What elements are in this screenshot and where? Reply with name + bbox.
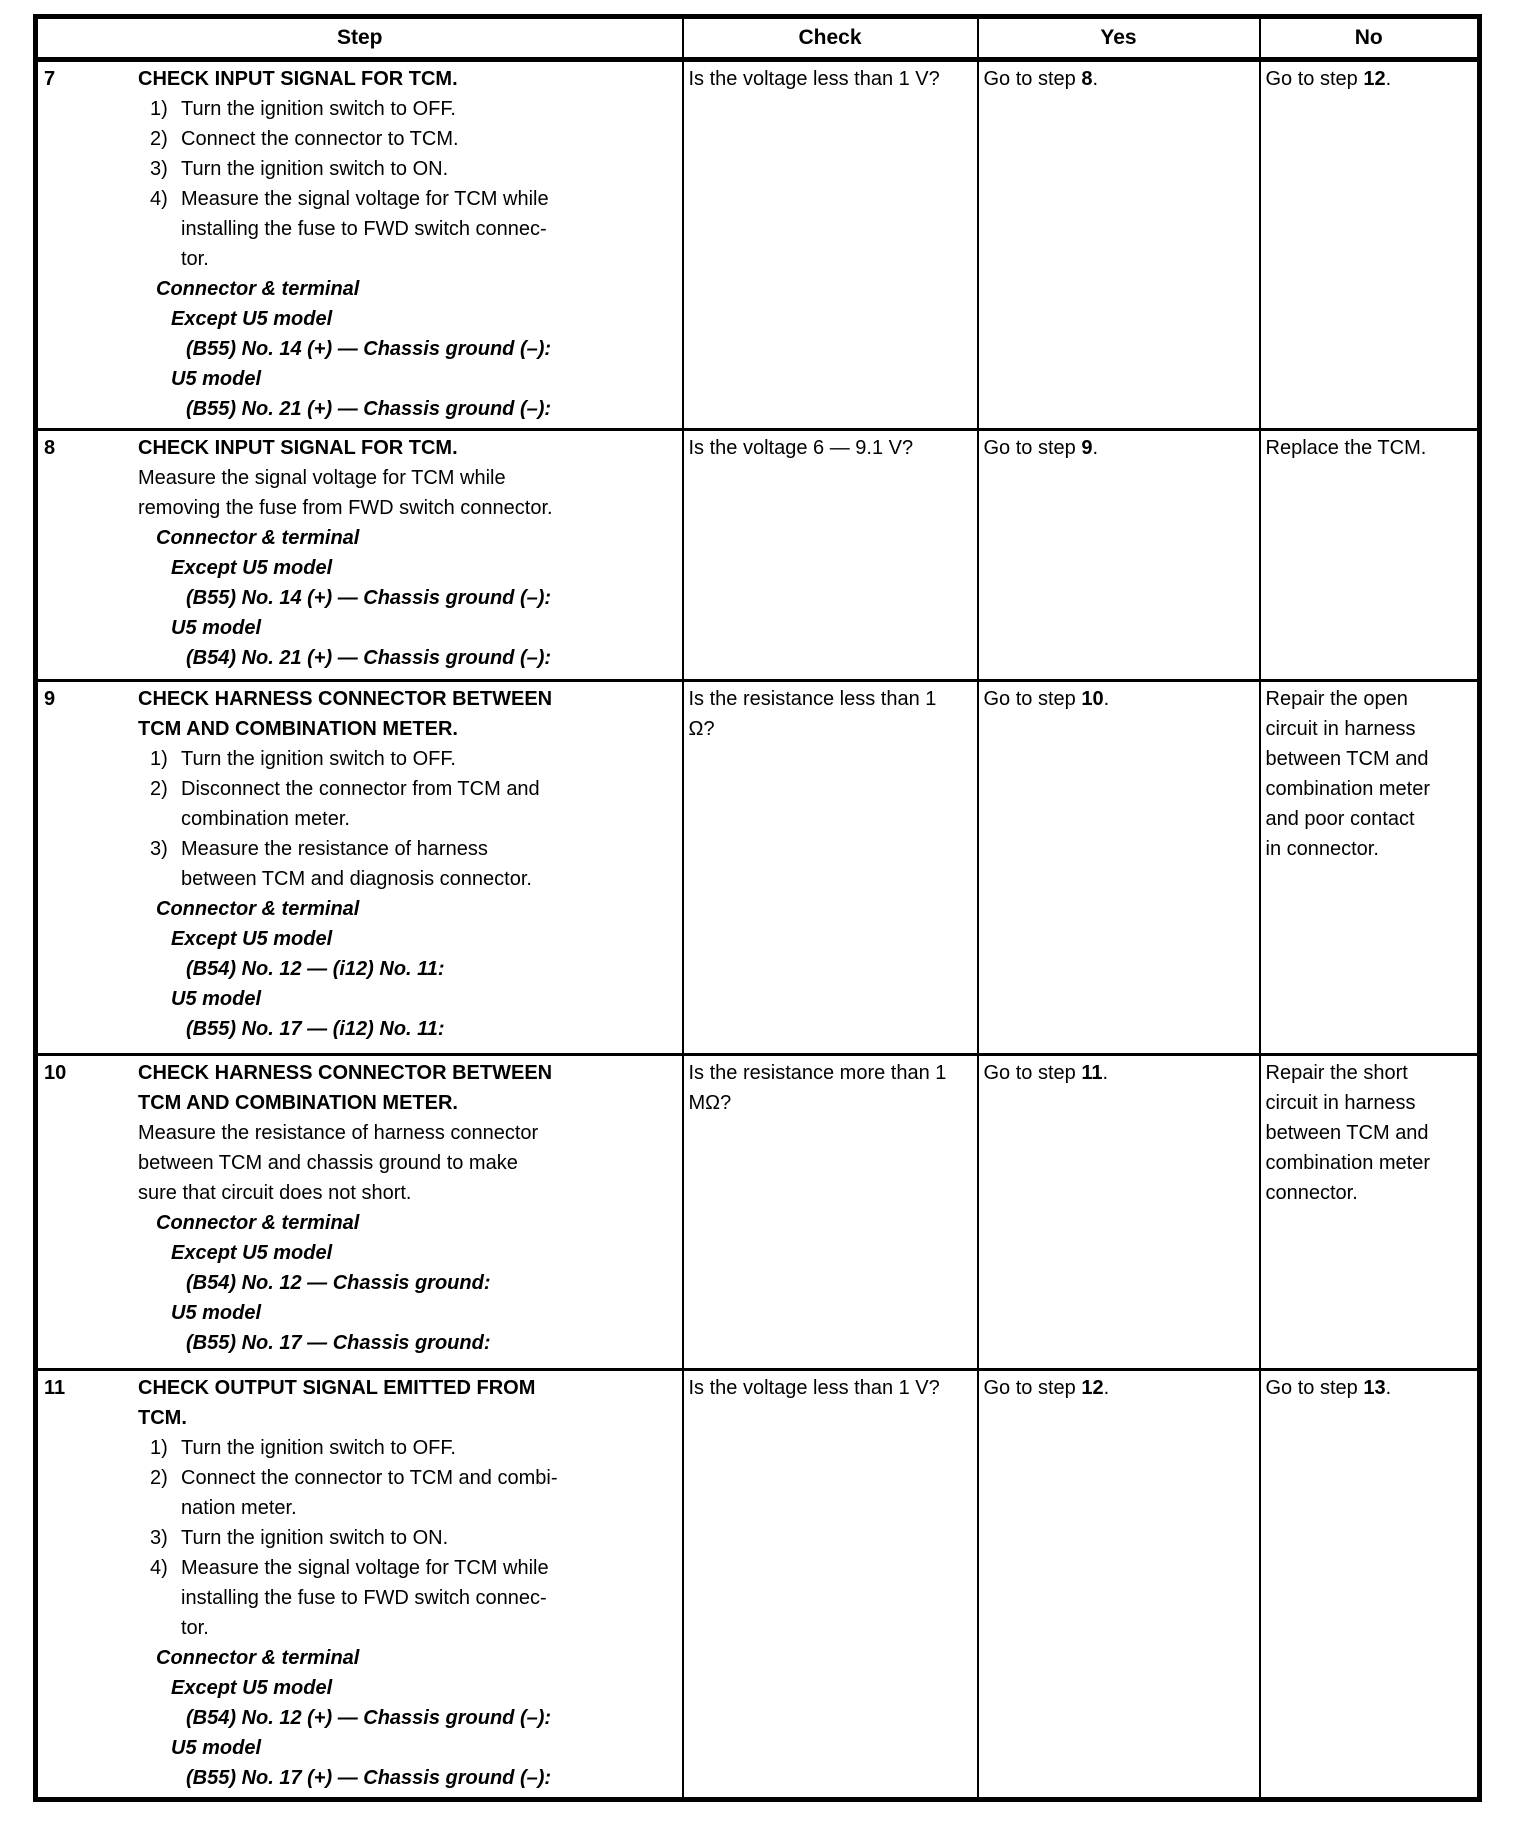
step-line (150, 1463, 678, 1493)
no-cell (1260, 681, 1480, 1055)
check-cell (683, 1055, 978, 1370)
yes-cell: Go to step 11. (978, 1055, 1260, 1370)
list-text: Measure the signal voltage for TCM while (181, 188, 549, 210)
step-cell (36, 60, 683, 430)
list-text: Measure the signal voltage for TCM while (181, 1557, 549, 1579)
list-number: 3) (150, 158, 168, 180)
step-line: Measure the signal voltage for TCM while (138, 467, 506, 489)
step-line: Except U5 model (171, 308, 333, 330)
step-number: 10 (44, 1062, 67, 1084)
cell-line: between TCM and (1265, 748, 1429, 770)
yes-cell: Go to step 12. (978, 1370, 1260, 1800)
step-line: CHECK OUTPUT SIGNAL EMITTED FROM (138, 1377, 536, 1399)
step-ref: 8 (1081, 68, 1093, 90)
cell-line: Is the resistance less than 1 (688, 688, 937, 710)
table-row (36, 681, 1480, 1055)
step-line: (B55) No. 17 (+) — Chassis ground (–): (186, 1767, 552, 1789)
step-line: nation meter. (181, 1497, 297, 1519)
diagnostic-table (33, 14, 1482, 1802)
step-line (150, 1553, 678, 1583)
cell-line: between TCM and (1265, 1122, 1429, 1144)
step-line: tor. (181, 1617, 209, 1639)
step-line: Connector & terminal (156, 278, 360, 300)
step-line: (B55) No. 14 (+) — Chassis ground (–): (186, 587, 552, 609)
yes-cell: Go to step 8. (978, 60, 1260, 430)
step-ref: 10 (1081, 688, 1104, 710)
table-row (36, 1055, 1480, 1370)
step-line: (B55) No. 17 — (i12) No. 11: (186, 1018, 445, 1040)
step-line: Connector & terminal (156, 898, 360, 920)
step-line: CHECK INPUT SIGNAL FOR TCM. (138, 68, 458, 90)
list-number: 2) (150, 128, 168, 150)
step-cell (36, 681, 683, 1055)
cell-line: and poor contact (1265, 808, 1415, 830)
step-line: Except U5 model (171, 557, 333, 579)
table-body (36, 60, 1480, 1800)
step-line: (B55) No. 17 — Chassis ground: (186, 1332, 491, 1354)
list-number: 2) (150, 1467, 168, 1489)
yes-cell: Go to step 9. (978, 430, 1260, 681)
step-line: (B54) No. 12 — (i12) No. 11: (186, 958, 445, 980)
check-cell: Is the voltage 6 — 9.1 V? (683, 430, 978, 681)
step-line: Measure the resistance of harness connector (138, 1122, 539, 1144)
list-text: Turn the ignition switch to OFF. (181, 1437, 456, 1459)
cell-line: MΩ? (688, 1092, 732, 1114)
step-line: TCM AND COMBINATION METER. (138, 718, 458, 740)
cell-line: Repair the short (1265, 1062, 1408, 1084)
step-line: U5 model (171, 988, 262, 1010)
step-line: (B54) No. 21 (+) — Chassis ground (–): (186, 647, 552, 669)
step-line (150, 834, 678, 864)
step-line: combination meter. (181, 808, 350, 830)
list-text: Disconnect the connector from TCM and (181, 778, 540, 800)
column-header-check: Check (683, 17, 978, 60)
list-number: 4) (150, 1557, 168, 1579)
no-cell (1260, 1055, 1480, 1370)
step-line (150, 184, 678, 214)
step-line: installing the fuse to FWD switch connec- (181, 218, 547, 240)
cell-line: circuit in harness (1265, 1092, 1416, 1114)
step-line (150, 1433, 678, 1463)
cell-line: combination meter (1265, 778, 1431, 800)
cell-line: Ω? (688, 718, 715, 740)
step-line: Connector & terminal (156, 1647, 360, 1669)
cell-line: connector. (1265, 1182, 1358, 1204)
list-number: 3) (150, 838, 168, 860)
step-number: 7 (44, 68, 56, 90)
step-line (150, 154, 678, 184)
step-line: U5 model (171, 617, 262, 639)
step-cell (36, 1055, 683, 1370)
cell-line: circuit in harness (1265, 718, 1416, 740)
column-header-step: Step (36, 17, 683, 60)
list-number: 3) (150, 1527, 168, 1549)
step-line: removing the fuse from FWD switch connector. (138, 497, 553, 519)
step-line: TCM. (138, 1407, 187, 1429)
step-ref: 13 (1363, 1377, 1386, 1399)
step-line: Connector & terminal (156, 527, 360, 549)
step-line: U5 model (171, 1302, 262, 1324)
cell-line: combination meter (1265, 1152, 1431, 1174)
cell-line: in connector. (1265, 838, 1379, 860)
step-ref: 9 (1081, 437, 1093, 459)
step-line: Except U5 model (171, 1242, 333, 1264)
list-text: Turn the ignition switch to OFF. (181, 748, 456, 770)
list-text: Turn the ignition switch to ON. (181, 1527, 449, 1549)
step-line: U5 model (171, 1737, 262, 1759)
step-line: (B54) No. 12 — Chassis ground: (186, 1272, 491, 1294)
no-cell: Go to step 13. (1260, 1370, 1480, 1800)
step-ref: 12 (1081, 1377, 1104, 1399)
step-line (150, 774, 678, 804)
step-line: sure that circuit does not short. (138, 1182, 412, 1204)
step-cell (36, 1370, 683, 1800)
no-cell: Go to step 12. (1260, 60, 1480, 430)
step-line: U5 model (171, 368, 262, 390)
check-cell: Is the voltage less than 1 V? (683, 60, 978, 430)
step-line: CHECK HARNESS CONNECTOR BETWEEN (138, 688, 553, 710)
no-cell: Replace the TCM. (1260, 430, 1480, 681)
step-line: Except U5 model (171, 928, 333, 950)
cell-line: Is the resistance more than 1 (688, 1062, 947, 1084)
step-line (150, 744, 678, 774)
list-text: Turn the ignition switch to OFF. (181, 98, 456, 120)
list-number: 4) (150, 188, 168, 210)
step-line: TCM AND COMBINATION METER. (138, 1092, 458, 1114)
step-line (150, 124, 678, 154)
step-line: tor. (181, 248, 209, 270)
step-ref: 11 (1081, 1062, 1103, 1084)
column-header-yes: Yes (978, 17, 1260, 60)
list-number: 1) (150, 98, 168, 120)
step-line: CHECK HARNESS CONNECTOR BETWEEN (138, 1062, 553, 1084)
step-cell (36, 430, 683, 681)
list-number: 2) (150, 778, 168, 800)
step-line: (B54) No. 12 (+) — Chassis ground (–): (186, 1707, 552, 1729)
step-number: 9 (44, 688, 56, 710)
list-number: 1) (150, 748, 168, 770)
step-line: (B55) No. 14 (+) — Chassis ground (–): (186, 338, 552, 360)
check-cell (683, 681, 978, 1055)
step-number: 11 (44, 1377, 66, 1399)
column-header-no: No (1260, 17, 1480, 60)
step-ref: 12 (1363, 68, 1386, 90)
list-text: Connect the connector to TCM. (181, 128, 459, 150)
step-line: installing the fuse to FWD switch connec- (181, 1587, 547, 1609)
step-line: between TCM and diagnosis connector. (181, 868, 532, 890)
table-row (36, 430, 1480, 681)
table-header-row (36, 17, 1480, 60)
table-row (36, 1370, 1480, 1800)
list-text: Turn the ignition switch to ON. (181, 158, 449, 180)
check-cell: Is the voltage less than 1 V? (683, 1370, 978, 1800)
step-line: between TCM and chassis ground to make (138, 1152, 518, 1174)
cell-line: Repair the open (1265, 688, 1408, 710)
step-line: Connector & terminal (156, 1212, 360, 1234)
step-line: CHECK INPUT SIGNAL FOR TCM. (138, 437, 458, 459)
list-text: Measure the resistance of harness (181, 838, 488, 860)
step-line: Except U5 model (171, 1677, 333, 1699)
step-line (150, 1523, 678, 1553)
list-text: Connect the connector to TCM and combi- (181, 1467, 558, 1489)
step-line: (B55) No. 21 (+) — Chassis ground (–): (186, 398, 552, 420)
yes-cell: Go to step 10. (978, 681, 1260, 1055)
step-number: 8 (44, 437, 56, 459)
table-row (36, 60, 1480, 430)
step-line (150, 94, 678, 124)
list-number: 1) (150, 1437, 168, 1459)
